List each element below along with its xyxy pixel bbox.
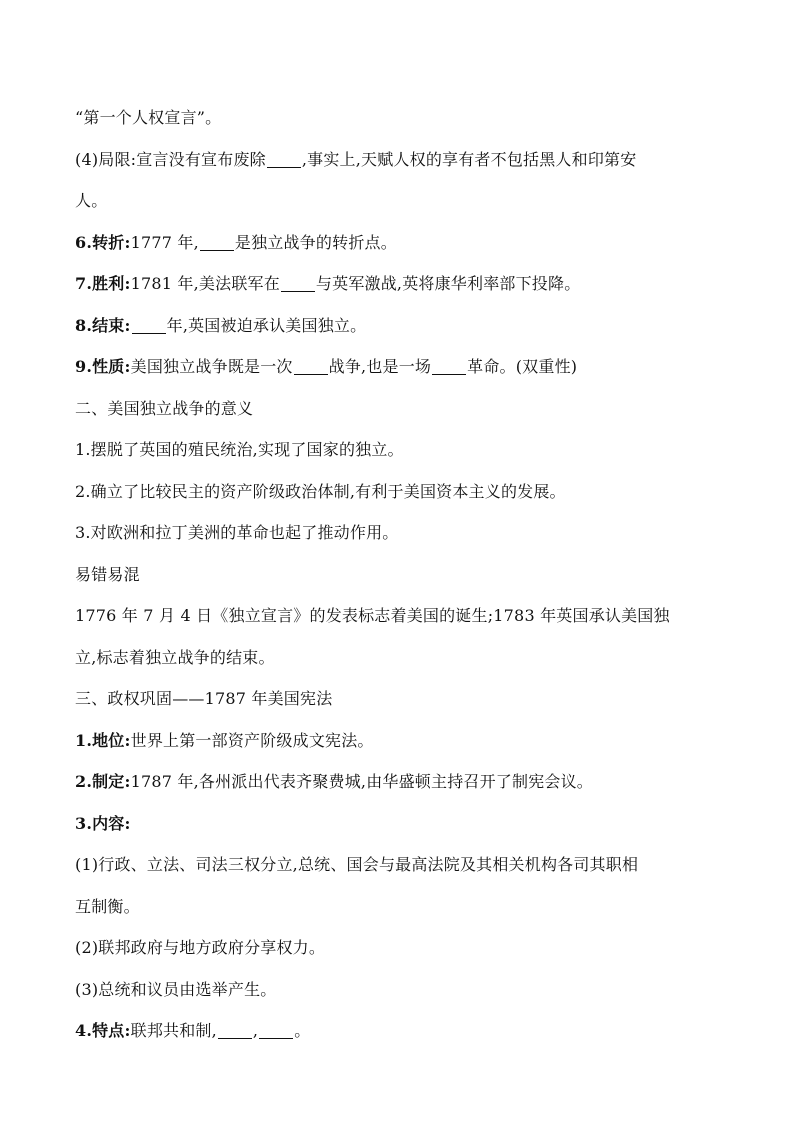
- text: 互制衡。: [75, 896, 140, 916]
- text-line: [75, 803, 725, 845]
- text: 1781 年,美法联军在: [130, 274, 280, 293]
- text: (2)联邦政府与地方政府分享权力。: [75, 938, 326, 957]
- text: 三、政权巩固——1787 年美国宪法: [75, 689, 333, 708]
- text: 人。: [75, 191, 108, 210]
- fill-blank[interactable]: [267, 151, 301, 168]
- item-heading: 8.结束:: [75, 315, 131, 335]
- item-heading: 2.制定:: [75, 772, 131, 791]
- text-line: [75, 180, 725, 222]
- fill-blank[interactable]: [132, 317, 166, 334]
- item-heading: 6.转折:: [75, 232, 131, 252]
- text-line: [75, 637, 725, 679]
- text-line: [75, 97, 725, 139]
- text-line: [75, 1010, 725, 1052]
- item-heading: 4.特点:: [75, 1021, 131, 1040]
- text: 是独立战争的转折点。: [234, 232, 397, 252]
- text: 易错易混: [75, 564, 140, 584]
- text-line: [75, 595, 725, 637]
- text: 年,英国被迫承认美国独立。: [166, 315, 367, 335]
- text-line: [75, 886, 725, 928]
- text-line: [75, 222, 725, 264]
- text: 二、美国独立战争的意义: [75, 398, 254, 418]
- item-heading: 9.性质:: [75, 357, 131, 376]
- text-line: [75, 969, 725, 1011]
- text-line: [75, 720, 725, 762]
- text-line: [75, 927, 725, 969]
- fill-blank[interactable]: [259, 1022, 293, 1039]
- fill-blank[interactable]: [294, 358, 328, 375]
- item-heading: 1.地位:: [75, 730, 131, 750]
- text: 立,标志着独立战争的结束。: [75, 647, 275, 667]
- text: 1776 年 7 月 4 日《独立宣言》的发表标志着美国的诞生;1783 年英国承认美国独: [75, 606, 670, 625]
- text: 3.对欧洲和拉丁美洲的革命也起了推动作用。: [75, 523, 399, 542]
- text-line: [75, 429, 725, 471]
- text: (4)局限:宣言没有宣布废除: [75, 149, 266, 169]
- text: 战争,也是一场: [328, 357, 432, 376]
- fill-blank[interactable]: [218, 1022, 252, 1039]
- text: 联邦共和制,: [130, 1021, 217, 1040]
- text-line: [75, 139, 725, 181]
- text: (3)总统和议员由选举产生。: [75, 979, 277, 999]
- document-page: [75, 97, 725, 1052]
- section-heading: [75, 678, 725, 720]
- text: ,: [252, 1021, 259, 1040]
- text-line: [75, 512, 725, 554]
- item-heading: 7.胜利:: [75, 274, 131, 293]
- fill-blank[interactable]: [281, 275, 315, 292]
- fill-blank[interactable]: [200, 234, 234, 251]
- section-heading: [75, 388, 725, 430]
- text-line: [75, 263, 725, 305]
- text: 革命。(双重性): [467, 357, 578, 376]
- text: 。: [294, 1021, 311, 1040]
- text-line: [75, 844, 725, 886]
- section-heading: [75, 554, 725, 596]
- text-line: [75, 346, 725, 388]
- text: 与英军激战,英将康华利率部下投降。: [315, 274, 581, 293]
- item-heading: 3.内容:: [75, 813, 131, 833]
- text: 美国独立战争既是一次: [130, 357, 293, 376]
- text: ,事实上,天赋人权的享有者不包括黑人和印第安: [301, 149, 637, 169]
- text-line: [75, 471, 725, 513]
- fill-blank[interactable]: [432, 358, 466, 375]
- text: “第一个人权宣言”。: [75, 108, 222, 127]
- text: 1.摆脱了英国的殖民统治,实现了国家的独立。: [75, 440, 404, 459]
- text-line: [75, 305, 725, 347]
- text-line: [75, 761, 725, 803]
- text: 世界上第一部资产阶级成文宪法。: [130, 730, 374, 750]
- text: 1777 年,: [130, 232, 199, 252]
- text: 2.确立了比较民主的资产阶级政治体制,有利于美国资本主义的发展。: [75, 481, 566, 501]
- text: 1787 年,各州派出代表齐聚费城,由华盛顿主持召开了制宪会议。: [130, 772, 594, 791]
- text: (1)行政、立法、司法三权分立,总统、国会与最高法院及其相关机构各司其职相: [75, 855, 639, 874]
